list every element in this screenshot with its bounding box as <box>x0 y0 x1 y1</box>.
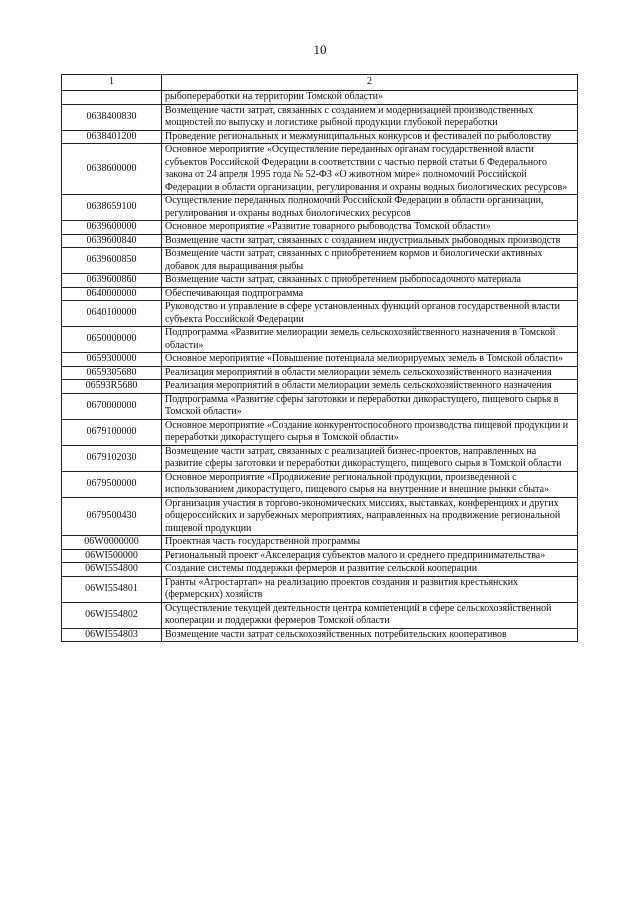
row-description: Региональный проект «Акселерация субъектов малого и среднего предпринимательства» <box>162 549 578 563</box>
row-code: 0639600840 <box>62 234 162 248</box>
row-description: Подпрограмма «Развитие мелиорации земель сельскохозяйственного назначения в Томской области» <box>162 327 578 353</box>
row-code: 06WI554801 <box>62 576 162 602</box>
table-row <box>62 327 578 353</box>
table-row <box>62 221 578 235</box>
table-row <box>62 549 578 563</box>
row-code: 06WI554802 <box>62 602 162 628</box>
table-row <box>62 576 578 602</box>
row-description: Возмещение части затрат, связанных с приобретением рыбопосадочного материала <box>162 274 578 288</box>
table-row <box>62 563 578 577</box>
row-code: 0670000000 <box>62 393 162 419</box>
table-row <box>62 380 578 394</box>
column-header-code: 1 <box>62 75 162 91</box>
table-row <box>62 445 578 471</box>
row-description: рыбопереработки на территории Томской области» <box>162 91 578 105</box>
row-description: Возмещение части затрат, связанных с приобретением кормов и биологически активных добавок для выращивания рыбы <box>162 248 578 274</box>
row-description: Проведение региональных и межмуниципальных конкурсов и фестивалей по рыболовству <box>162 130 578 144</box>
row-code: 0638600000 <box>62 144 162 195</box>
table-row <box>62 144 578 195</box>
row-description: Обеспечивающая подпрограмма <box>162 287 578 301</box>
table-row <box>62 104 578 130</box>
row-description: Создание системы поддержки фермеров и развитие сельской кооперации <box>162 563 578 577</box>
row-code: 0679500430 <box>62 497 162 536</box>
row-description: Реализация мероприятий в области мелиорации земель сельскохозяйственного назначения <box>162 366 578 380</box>
table-header-row <box>62 75 578 91</box>
table-row <box>62 130 578 144</box>
row-code: 0639600000 <box>62 221 162 235</box>
row-description: Возмещение части затрат, связанных с созданием и модернизацией производственных мощностей по выпуску и логистике рыбной продукции глубокой переработки <box>162 104 578 130</box>
row-code <box>62 91 162 105</box>
row-description: Возмещение части затрат сельскохозяйственных потребительских кооперативов <box>162 628 578 642</box>
row-description: Гранты «Агростартап» на реализацию проектов создания и развития крестьянских (фермерских) хозяйств <box>162 576 578 602</box>
row-description: Возмещение части затрат, связанных с реализацией бизнес-проектов, направленных на развитие сферы заготовки и переработки дикорастущего, пищевого сырья в Томской области <box>162 445 578 471</box>
budget-code-table <box>61 74 578 642</box>
row-description: Осуществление текущей деятельности центра компетенций в сфере сельскохозяйственной кооперации и поддержки фермеров Томской области <box>162 602 578 628</box>
row-code: 0679102030 <box>62 445 162 471</box>
table-row <box>62 366 578 380</box>
table-row <box>62 471 578 497</box>
table-row <box>62 195 578 221</box>
row-code: 0639600860 <box>62 274 162 288</box>
row-code: 06WI500000 <box>62 549 162 563</box>
row-description: Проектная часть государственной программы <box>162 536 578 550</box>
row-code: 0640000000 <box>62 287 162 301</box>
table-row <box>62 497 578 536</box>
row-code: 0650000000 <box>62 327 162 353</box>
row-code: 06W0000000 <box>62 536 162 550</box>
table-row <box>62 353 578 367</box>
row-code: 06WI554800 <box>62 563 162 577</box>
row-code: 0639600850 <box>62 248 162 274</box>
row-code: 0638400830 <box>62 104 162 130</box>
table-row <box>62 274 578 288</box>
row-code: 0659305680 <box>62 366 162 380</box>
row-code: 06593R5680 <box>62 380 162 394</box>
row-description: Основное мероприятие «Осуществление переданных органам государственной власти субъектов Российской Федерации в соответствии с частью первой статьи 6 Федерального закона от 24 апреля 1995 года № 52-ФЗ «О животном мире» полномочий Российской Федерации в области организации, регулирования и охраны водных биологических ресурсов» <box>162 144 578 195</box>
row-description: Подпрограмма «Развитие сферы заготовки и переработки дикорастущего, пищевого сырья в Томской области» <box>162 393 578 419</box>
row-code: 06WI554803 <box>62 628 162 642</box>
page-number: 10 <box>313 42 327 57</box>
table-row <box>62 287 578 301</box>
table-row <box>62 91 578 105</box>
row-code: 0679500000 <box>62 471 162 497</box>
table-row <box>62 234 578 248</box>
row-code: 0638659100 <box>62 195 162 221</box>
row-code: 0640100000 <box>62 301 162 327</box>
table-row <box>62 393 578 419</box>
row-code: 0659300000 <box>62 353 162 367</box>
table-row <box>62 628 578 642</box>
row-description: Основное мероприятие «Создание конкурентоспособного производства пищевой продукции и переработки дикорастущего сырья в Томской области» <box>162 419 578 445</box>
column-header-description: 2 <box>162 75 578 91</box>
row-description: Организация участия в торгово-экономических миссиях, выставках, конференциях и других общероссийских и зарубежных мероприятиях, направленных на продвижение региональной пищевой продукции <box>162 497 578 536</box>
row-description: Возмещение части затрат, связанных с созданием индустриальных рыбоводных производств <box>162 234 578 248</box>
table-row <box>62 301 578 327</box>
table-row <box>62 536 578 550</box>
row-description: Руководство и управление в сфере установленных функций органов государственной власти субъекта Российской Федерации <box>162 301 578 327</box>
row-description: Основное мероприятие «Продвижение региональной продукции, произведенной с использованием дикорастущего, пищевого сырья на внутренние и внешние рынки сбыта» <box>162 471 578 497</box>
table-row <box>62 248 578 274</box>
row-code: 0638401200 <box>62 130 162 144</box>
row-description: Реализация мероприятий в области мелиорации земель сельскохозяйственного назначения <box>162 380 578 394</box>
table-row <box>62 419 578 445</box>
table-row <box>62 602 578 628</box>
row-description: Основное мероприятие «Развитие товарного рыбоводства Томской области» <box>162 221 578 235</box>
row-description: Осуществление переданных полномочий Российской Федерации в области организации, регулирования и охраны водных биологических ресурсов <box>162 195 578 221</box>
row-description: Основное мероприятие «Повышение потенциала мелиорируемых земель в Томской области» <box>162 353 578 367</box>
row-code: 0679100000 <box>62 419 162 445</box>
